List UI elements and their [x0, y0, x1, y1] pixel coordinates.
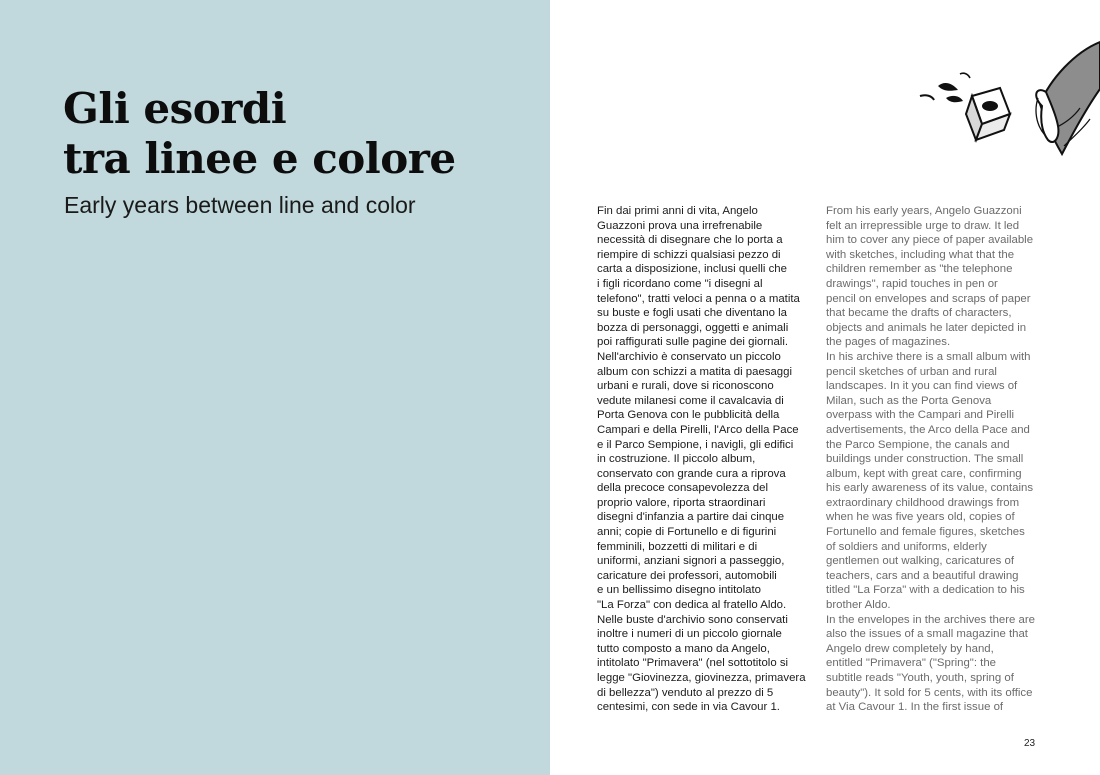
- english-text-line: From his early years, Angelo Guazzoni: [826, 205, 1022, 217]
- english-text-line: at Via Cavour 1. In the first issue of: [826, 701, 1004, 714]
- page-subtitle: Early years between line and color: [64, 192, 416, 218]
- italian-text-line: uniformi, anziani signori a passeggio,: [597, 555, 785, 568]
- italian-text-line: legge "Giovinezza, giovinezza, primavera: [597, 672, 806, 684]
- english-text-line: In the envelopes in the archives there are: [826, 613, 1035, 626]
- italian-text-line: della precoce consapevolezza del: [597, 482, 768, 495]
- italian-text-line: carta a disposizione, inclusi quelli che: [597, 263, 787, 276]
- italian-text-line: su buste e fogli usati che diventano la: [597, 307, 787, 320]
- italian-text-line: proprio valore, riporta straordinari: [597, 496, 766, 509]
- english-text-line: In his archive there is a small album with: [826, 350, 1031, 363]
- italian-text-line: urbani e rurali, dove si riconoscono: [597, 380, 774, 393]
- italian-text-line: inoltre i numeri di un piccolo giornale: [597, 628, 782, 641]
- english-text-line: buildings under construction. The small: [826, 453, 1024, 466]
- italian-text-line: Guazzoni prova una irrefrenabile: [597, 219, 763, 232]
- english-text-line: the Parco Sempione, the canals and: [826, 438, 1010, 451]
- italian-text-line: vedute milanesi come il cavalcavia di: [597, 394, 784, 407]
- italian-text-line: Nell'archivio è conservato un piccolo: [597, 350, 781, 363]
- italian-text-line: femminili, bozzetti di militari e di: [597, 540, 758, 553]
- english-text-line: with sketches, including what that the: [826, 248, 1015, 261]
- italian-text-line: bozza di personaggi, oggetti e animali: [597, 321, 789, 334]
- italian-text-line: "La Forza" con dedica al fratello Aldo.: [597, 599, 787, 612]
- english-text-line: overpass with the Campari and Pirelli: [826, 409, 1015, 422]
- italian-text-line: anni; copie di Fortunello e di figurini: [597, 526, 777, 539]
- english-text-line: drawings", rapid touches in pen or: [826, 277, 998, 290]
- italian-text-line: conservato con grande cura a riprova: [597, 467, 786, 480]
- english-text-line: when he was five years old, copies of: [826, 511, 1015, 524]
- title-line-2: tra linee e colore: [63, 134, 456, 183]
- english-text-line: teachers, cars and a beautiful drawing: [826, 569, 1019, 582]
- english-text-line: pencil sketches of urban and rural: [826, 365, 997, 378]
- italian-text-line: Fin dai primi anni di vita, Angelo: [597, 205, 758, 217]
- italian-text-line: centesimi, con sede in via Cavour 1.: [597, 701, 780, 714]
- english-text-line: felt an irrepressible urge to draw. It led: [826, 219, 1020, 232]
- italian-text-line: disegni d'infanzia a partire dai cinque: [597, 511, 785, 524]
- italian-text-column: [597, 204, 815, 715]
- right-page: [550, 0, 1100, 775]
- english-text-line: objects and animals he later depicted in: [826, 321, 1027, 334]
- english-text-line: extraordinary childhood drawings from: [826, 496, 1020, 509]
- italian-text-line: caricature dei professori, automobili: [597, 569, 777, 582]
- english-text-line: pencil on envelopes and scraps of paper: [826, 292, 1031, 305]
- english-text-line: the pages of magazines.: [826, 336, 951, 349]
- english-text-line: titled "La Forza" with a dedication to his: [826, 584, 1025, 597]
- italian-text-line: album con schizzi a matita di paesaggi: [597, 365, 793, 378]
- english-text-line: Angelo drew completely by hand,: [826, 642, 994, 655]
- italian-text-line: i figli ricordano come "i disegni al: [597, 277, 763, 290]
- english-text-line: gentlemen out walking, caricatures of: [826, 555, 1015, 568]
- english-text-line: that became the drafts of characters,: [826, 307, 1012, 320]
- english-text-line: entitled "Primavera" ("Spring": the: [826, 657, 997, 670]
- italian-text-line: telefono", tratti veloci a penna o a matita: [597, 292, 800, 305]
- italian-text-line: necessità di disegnare che lo porta a: [597, 234, 783, 247]
- english-text-line: subtitle reads "Youth, youth, spring of: [826, 672, 1014, 684]
- english-text-line: Milan, such as the Porta Genova: [826, 394, 992, 407]
- italian-text-line: Porta Genova con le pubblicità della: [597, 409, 780, 422]
- english-text-line: of soldiers and uniforms, elderly: [826, 540, 987, 553]
- english-text-line: beauty"). It sold for 5 cents, with its office: [826, 686, 1033, 699]
- italian-text-line: Nelle buste d'archivio sono conservati: [597, 613, 788, 626]
- english-text-line: album, kept with great care, confirming: [826, 467, 1022, 480]
- english-text-line: Fortunello and female figures, sketches: [826, 526, 1025, 539]
- italian-text-line: e un bellissimo disegno intitolato: [597, 584, 761, 597]
- italian-text-line: intitolato "Primavera" (nel sottotitolo si: [597, 657, 789, 670]
- italian-text-line: Campari e della Pirelli, l'Arco della Pace: [597, 423, 799, 436]
- page-number: 23: [1024, 738, 1036, 749]
- english-text-line: also the issues of a small magazine that: [826, 628, 1028, 641]
- cartoon-hand-tossing-ink-box-icon: [850, 34, 1100, 164]
- english-text-line: him to cover any piece of paper available: [826, 234, 1034, 247]
- english-text-line: advertisements, the Arco della Pace and: [826, 423, 1030, 436]
- english-text-column: [826, 204, 1044, 715]
- italian-text-line: e il Parco Sempione, i navigli, gli edifici: [597, 438, 794, 451]
- english-text-line: children remember as "the telephone: [826, 263, 1013, 276]
- italian-text-line: di bellezza") venduto al prezzo di 5: [597, 686, 774, 699]
- page-title: [63, 84, 456, 184]
- italian-text-line: tutto composto a mano da Angelo,: [597, 642, 770, 655]
- italian-text-line: riempire di schizzi qualsiasi pezzo di: [597, 248, 781, 261]
- english-text-line: brother Aldo.: [826, 599, 891, 612]
- title-line-1: Gli esordi: [63, 84, 287, 133]
- english-text-line: landscapes. In it you can find views of: [826, 380, 1018, 393]
- english-text-line: his early awareness of its value, contains: [826, 482, 1034, 495]
- italian-text-line: in costruzione. Il piccolo album,: [597, 453, 756, 466]
- italian-text-line: poi raffigurati sulle pagine dei giornali.: [597, 336, 789, 349]
